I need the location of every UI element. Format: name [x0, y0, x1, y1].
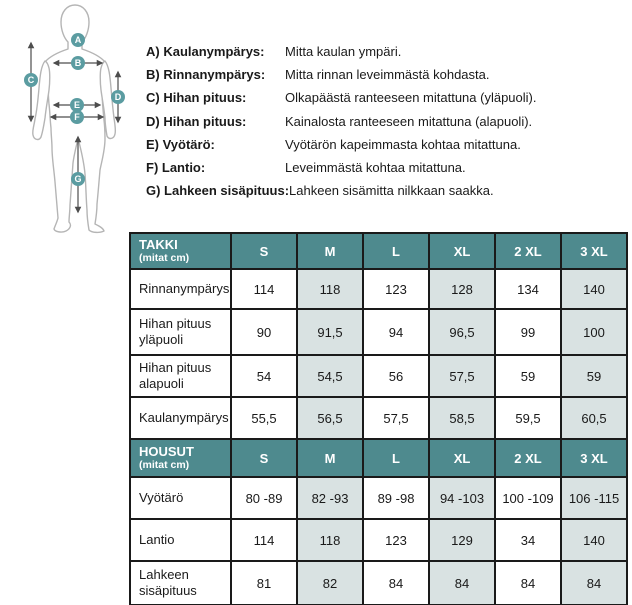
table-cell: 57,5 [363, 397, 429, 439]
table-cell: 114 [231, 269, 297, 309]
table-cell: 106 -115 [561, 477, 627, 519]
legend-description: Mitta rinnan leveimmästä kohdasta. [285, 67, 490, 83]
svg-text:F: F [74, 112, 80, 123]
svg-text:E: E [73, 100, 81, 111]
table-cell: 89 -98 [363, 477, 429, 519]
housut-header-row [130, 439, 627, 477]
table-cell: 60,5 [561, 397, 627, 439]
legend-item-b [146, 63, 632, 86]
table-cell: 84 [495, 561, 561, 605]
column-header: 2 XL [495, 233, 561, 269]
table-subtitle: (mitat cm) [139, 459, 190, 472]
marker-c [24, 73, 38, 87]
table-cell: 134 [495, 269, 561, 309]
table-subtitle: (mitat cm) [139, 252, 190, 265]
table-cell: 128 [429, 269, 495, 309]
table-row [130, 309, 627, 355]
marker-f [70, 110, 84, 124]
table-cell: 82 [297, 561, 363, 605]
table-title: HOUSUT [139, 443, 194, 459]
table-cell: 140 [561, 269, 627, 309]
column-header: XL [429, 233, 495, 269]
table-row [130, 561, 627, 605]
svg-text:A: A [74, 35, 82, 46]
table-cell: 118 [297, 519, 363, 561]
legend-item-c [146, 86, 632, 109]
legend-description: Olkapäästä ranteeseen mitattuna (yläpuoli). [285, 90, 537, 106]
table-cell: 123 [363, 269, 429, 309]
table-title: TAKKI [139, 236, 178, 252]
marker-d [111, 90, 125, 104]
row-label: Hihan pituus alapuoli [130, 355, 231, 397]
legend-item-g [146, 179, 632, 202]
table-cell: 129 [429, 519, 495, 561]
body-measurement-figure [8, 0, 143, 235]
column-header: M [297, 439, 363, 477]
legend-description: Leveimmästä kohtaa mitattuna. [285, 160, 466, 176]
legend-label: F) Lantio: [146, 160, 206, 176]
table-cell: 99 [495, 309, 561, 355]
left-arm-outline [33, 61, 50, 139]
legend-item-a [146, 40, 632, 63]
marker-b [71, 56, 85, 70]
legend-label: D) Hihan pituus: [146, 113, 247, 129]
size-table [129, 232, 628, 605]
table-cell: 54,5 [297, 355, 363, 397]
legend-label: B) Rinnanympärys: [146, 67, 266, 83]
marker-e [70, 98, 84, 112]
column-header: L [363, 439, 429, 477]
takki-header-row [130, 233, 627, 269]
marker-g [71, 172, 85, 186]
legend-label: C) Hihan pituus: [146, 90, 247, 106]
legend-description: Vyötärön kapeimmasta kohtaa mitattuna. [285, 136, 521, 152]
takki-section-title [130, 233, 231, 269]
column-header: 3 XL [561, 439, 627, 477]
column-header: M [297, 233, 363, 269]
table-cell: 57,5 [429, 355, 495, 397]
table-cell: 100 [561, 309, 627, 355]
column-header: 3 XL [561, 233, 627, 269]
table-cell: 100 -109 [495, 477, 561, 519]
row-label: Hihan pituus yläpuoli [130, 309, 231, 355]
table-cell: 59,5 [495, 397, 561, 439]
column-header: S [231, 439, 297, 477]
table-cell: 140 [561, 519, 627, 561]
table-cell: 94 [363, 309, 429, 355]
table-cell: 90 [231, 309, 297, 355]
table-row [130, 397, 627, 439]
measurement-legend [146, 40, 632, 202]
svg-text:G: G [74, 174, 82, 185]
legend-item-e [146, 133, 632, 156]
legend-description: Lahkeen sisämitta nilkkaan saakka. [289, 183, 494, 199]
table-cell: 81 [231, 561, 297, 605]
table-row [130, 477, 627, 519]
row-label: Kaulanympärys [130, 397, 231, 439]
table-cell: 96,5 [429, 309, 495, 355]
row-label: Lahkeen sisäpituus [130, 561, 231, 605]
legend-label: G) Lahkeen sisäpituus: [146, 183, 290, 199]
table-row [130, 355, 627, 397]
body-silhouette-svg [8, 0, 143, 235]
svg-text:B: B [74, 58, 82, 69]
legend-label: A) Kaulanympärys: [146, 44, 265, 59]
table-cell: 56,5 [297, 397, 363, 439]
table-cell: 114 [231, 519, 297, 561]
table-cell: 84 [561, 561, 627, 605]
column-header: L [363, 233, 429, 269]
svg-text:D: D [114, 92, 122, 103]
table-cell: 123 [363, 519, 429, 561]
table-cell: 91,5 [297, 309, 363, 355]
column-header: 2 XL [495, 439, 561, 477]
table-cell: 59 [561, 355, 627, 397]
table-cell: 84 [429, 561, 495, 605]
table-row [130, 269, 627, 309]
size-tables [129, 232, 628, 605]
table-cell: 84 [363, 561, 429, 605]
column-header: XL [429, 439, 495, 477]
table-cell: 82 -93 [297, 477, 363, 519]
table-cell: 56 [363, 355, 429, 397]
row-label: Rinnanympärys [130, 269, 231, 309]
legend-item-d [146, 110, 632, 133]
table-cell: 59 [495, 355, 561, 397]
marker-a [71, 33, 85, 47]
table-cell: 54 [231, 355, 297, 397]
legend-description: Kainalosta ranteeseen mitattuna (alapuoli). [285, 113, 533, 129]
legend-description: Mitta kaulan ympäri. [285, 44, 402, 59]
column-header: S [231, 233, 297, 269]
table-cell: 94 -103 [429, 477, 495, 519]
legend-label: E) Vyötärö: [146, 136, 215, 152]
table-cell: 34 [495, 519, 561, 561]
table-cell: 55,5 [231, 397, 297, 439]
legend-item-f [146, 156, 632, 179]
row-label: Lantio [130, 519, 231, 561]
table-row [130, 519, 627, 561]
svg-text:C: C [27, 75, 35, 86]
row-label: Vyötärö [130, 477, 231, 519]
table-cell: 58,5 [429, 397, 495, 439]
table-cell: 118 [297, 269, 363, 309]
table-cell: 80 -89 [231, 477, 297, 519]
housut-section-title [130, 439, 231, 477]
